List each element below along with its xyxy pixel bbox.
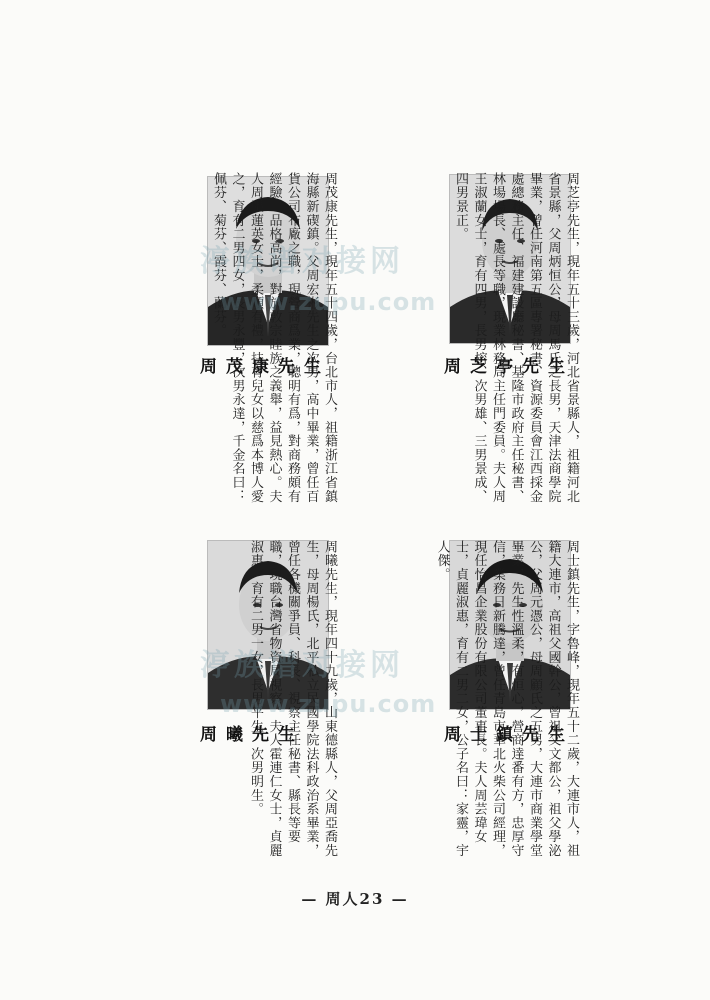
bio-text-zhou-zhiting: 周芝亭先生，現年五十三歲，河北省景縣人，祖籍河北省景縣，父周炳恒公，母周馬氏之長男，天津法商學院畢業，曾任河南第五區專署秘書、資源委員會江西採金處總務主任、福建建設廳秘書、基隆市政府主任秘書、林場場長、處長等職，現業林務局主任門委員。夫人周王淑蘭女士，育有四男，長男榕、次男雄、三男景成、四男景正。 [453,172,579,504]
watermark-text-bottom: 渟族谱对接网 [200,648,404,683]
caption-zhou-maokang: 周茂康先生 [200,357,330,377]
caption-zhou-zhiting: 周芝亭先生 [444,357,574,377]
watermark-url-top: www.zupu.com [220,288,437,316]
bio-text-zhou-maokang: 周茂康先生，現年五十四歲，台北市人，祖籍浙江省鎮海縣新碶鎮。父周宏彬先生之次男，高中畢業，曾任百貨公司布廠之職，現營商爲業，聰明有爲，對商務頗有經驗，品格高尚，對於敦宗睦族之義舉，益見熱心。夫人周張蓮英女士，柔順有禮，扶育兒女以慈爲本博人愛之，育有二男四女，長男永豐，次男永達，千金名曰：佩芬、菊芬、霞芬、蘭芬。 [211,172,337,504]
watermark-url-bottom: www.zupu.com [220,690,437,718]
page-number: — 周人23 — [301,890,409,908]
caption-zhou-shizhen: 周士鎮先生 [444,725,574,745]
bio-text-zhou-xi: 周曦先生，現年四十九歲，山東德縣人，父周亞喬先生，母周楊氏，北平私立民國學院法科政治系畢業，曾任各機關爭員、科長、視察主任秘書、縣長等要職，現職台灣省物資局視察。夫人霍連仁女士，貞麗淑惠，育有二男一女，長男平生、次男明生。 [248,540,337,858]
caption-zhou-xi: 周曦先生 [200,725,304,745]
watermark-text-top: 渟族谱对接网 [200,244,404,279]
bio-text-zhou-shizhen: 周士鎮先生，字魯峰，現年五十二歲，大連市人，祖籍大連市，高祖父國幹公，曾祖父文都公，祖父學泌公，父周元憑公，母周顧氏之五男，大連市商業學堂畢業，先生性溫柔，有恒心，營商達番有方，忠厚守信，業務日新騰達，曾任青島市華北火柴公司經理，現任怡昌企業股份有限公司董事長。夫人周芸瑋女士，貞麗淑惠，育有二男二女，公子名曰：家靈，宇人傑。 [434,540,579,858]
